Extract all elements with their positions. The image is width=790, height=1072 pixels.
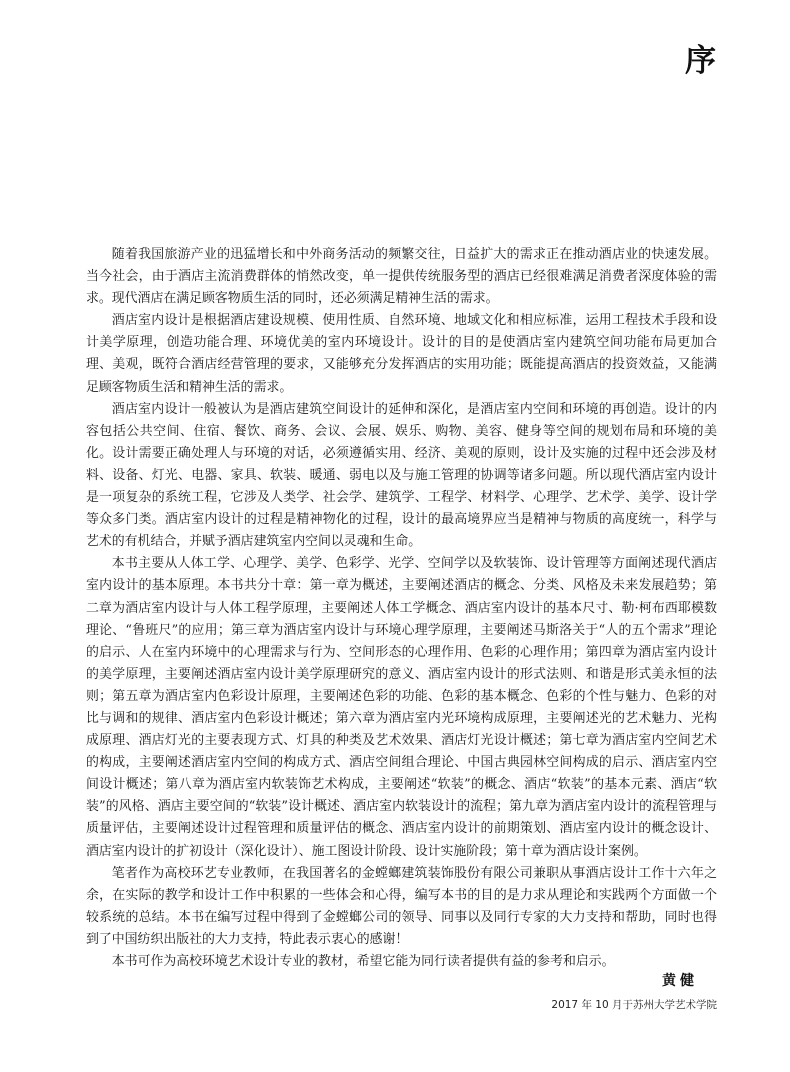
paragraph-3: 酒店室内设计一般被认为是酒店建筑空间设计的延伸和深化，是酒店室内空间和环境的再创造。设计的内容包括公共空间、住宿、餐饮、商务、会议、会展、娱乐、购物、美容、健身等空间的规划布局和环境的美化。设计需要正确处理人与环境的对话，必须遵循实用、经济、美观的原则，设计及实施的过程中还会涉及材料、设备、灯光、电器、家具、软装、暖通、弱电以及与施工管理的协调等诸多问题。所以现代酒店室内设计是一项复杂的系统工程，它涉及人类学、社会学、建筑学、工程学、材料学、心理学、艺术学、美学、设计学等众多门类。酒店室内设计的过程是精神物化的过程，设计的最高境界应当是精神与物质的高度统一，科学与艺术的有机结合，并赋予酒店建筑室内空间以灵魂和生命。 [86,401,717,550]
page-title: 序 [685,43,716,79]
paragraph-6: 本书可作为高校环境艺术设计专业的教材，希望它能为同行读者提供有益的参考和启示。 [111,954,615,969]
paragraph-2: 酒店室内设计是根据酒店建设规模、使用性质、自然环境、地域文化和相应标准，运用工程技术手段和设计美学原理，创造功能合理、环境优美的室内环境设计。设计的目的是使酒店室内建筑空间功能布局更加合理、美观，既符合酒店经营管理的要求，又能够充分发挥酒店的实用功能；既能提高酒店的投资效益，又能满足顾客物质生活和精神生活的需求。 [86,313,717,395]
paragraph-5: 笔者作为高校环艺专业教师，在我国著名的金螳螂建筑装饰股份有限公司兼职从事酒店设计工作十六年之余，在实际的教学和设计工作中积累的一些体会和心得，编写本书的目的是力求从理论和实践两个方面做一个较系统的总结。本书在编写过程中得到了金螳螂公司的领导、同事以及同行专家的大力支持和帮助，同时也得到了中国纺织出版社的大力支持，特此表示衷心的感谢！ [86,865,717,947]
body-text [86,244,717,973]
author-signature: 黄健 [662,973,698,989]
paragraph-1: 随着我国旅游产业的迅猛增长和中外商务活动的频繁交往，日益扩大的需求正在推动酒店业的快速发展。当今社会，由于酒店主流消费群体的悄然改变，单一提供传统服务型的酒店已经很难满足消费者深度体验的需求。现代酒店在满足顾客物质生活的同时，还必须满足精神生活的需求。 [86,247,717,307]
paragraph-4: 本书主要从人体工学、心理学、美学、色彩学、光学、空间学以及软装饰、设计管理等方面阐述现代酒店室内设计的基本原理。本书共分十章：第一章为概述，主要阐述酒店的概念、分类、风格及未来发展趋势；第二章为酒店室内设计与人体工程学原理，主要阐述人体工学概念、酒店室内设计的基本尺寸、勒·柯布西耶模数理论、“鲁班尺”的应用；第三章为酒店室内设计与环境心理学原理，主要阐述马斯洛关于“人的五个需求”理论的启示、人在室内环境中的心理需求与行为、空间形态的心理作用、色彩的心理作用；第四章为酒店室内设计的美学原理，主要阐述酒店室内设计美学原理研究的意义、酒店室内设计的形式法则、和谐是形式美永恒的法则；第五章为酒店室内色彩设计原理，主要阐述色彩的功能、色彩的基本概念、色彩的个性与魅力、色彩的对比与调和的规律、酒店室内色彩设计概述；第六章为酒店室内光环境构成原理，主要阐述光的艺术魅力、光构成原理、酒店灯光的主要表现方式、灯具的种类及艺术效果、酒店灯光设计概述；第七章为酒店室内空间艺术的构成，主要阐述酒店室内空间的构成方式、酒店空间组合理论、中国古典园林空间构成的启示、酒店室内空间设计概述；第八章为酒店室内软装饰艺术构成，主要阐述“软装”的概念、酒店“软装”的基本元素、酒店“软装”的风格、酒店主要空间的“软装”设计概述、酒店室内软装设计的流程；第九章为酒店室内设计的流程管理与质量评估，主要阐述设计过程管理和质量评估的概念、酒店室内设计的前期策划、酒店室内设计的概念设计、酒店室内设计的扩初设计（深化设计）、施工图设计阶段、设计实施阶段；第十章为酒店设计案例。 [86,556,717,859]
date-location-line: 2017 年 10 月于苏州大学艺术学院 [551,999,717,1011]
